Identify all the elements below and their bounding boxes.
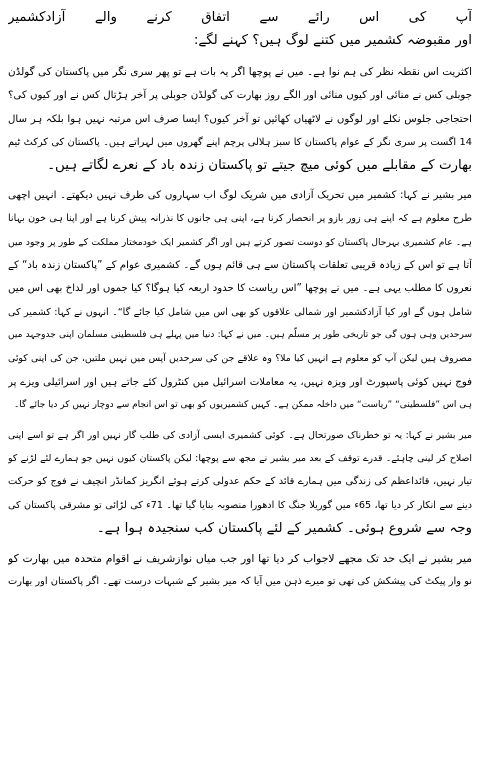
- text-line: نعروں کا مطلب یہی ہے۔ میں نے پوچھا ”اس ریاست کا حدود اربعہ کیا ہوگا؟ کیا جموں اور لداخ بھی اس میں: [8, 283, 472, 295]
- text-line: ہی اس ”فلسطینی“ ”ریاست“ میں داخلہ ممکن ہے۔ کہیں کشمیریوں کو بھی تو اس انجام سے دوچار نہیں کر دیا جائے گا۔: [14, 400, 472, 411]
- text-line: جوبلی کس نے منائی اور کیوں منائی اور الگے روز بھارت کی گولڈن جوبلی پر آخر ہڑتال کس نے اور کیوں کی؟: [8, 90, 472, 102]
- text-line: طرح معلوم ہے کہ اپنے ہی زور بازو پر انحصار کرنا ہے، اپنی ہی جانوں کا نذرانہ پیش کرنا ہے اور اپنا ہی خون بہانا: [8, 213, 472, 225]
- text-line: میر بشیر نے کہا: یہ تو خطرناک صورتحال ہے۔ کوئی کشمیری ایسی آزادی کی طلب گار نہیں اور اگر ہے تو اسے اپنی: [8, 429, 472, 441]
- text-line: مصروف ہیں لیکن آپ کو معلوم ہے انہیں کیا ملا؟ وہ علاقے جن کی سرحدیں آپس میں نہیں ملتیں، جن کی اپنی کوئی: [8, 353, 472, 365]
- text-line: بھارت کے مقابلے میں کوئی میچ جیتے تو پاکستان زندہ باد کے نعرے لگاتے ہیں۔: [47, 158, 472, 174]
- text-line: میر بشیر نے ایک حد تک مجھے لاجواب کر دیا تھا اور جب میاں نوازشریف نے اقوام متحدہ میں بھارت کو: [8, 551, 472, 565]
- text-line: نو وار پیکٹ کی پیشکش کی تھی تو میرے ذہن میں آیا کہ میر بشیر کے شبہات درست تھے۔ اگر پاکستان اور بھارت: [8, 575, 472, 587]
- text-line: سرحدیں وہی ہوں گی جو تاریخی طور پر مسلّم ہیں۔ میں نے کہا: دنیا میں پہلے ہی فلسطینی مسلمان اپنی جدوجہد میں: [8, 330, 472, 341]
- text-line: اصلاح کر لینی چاہئے۔ قدرے توقف کے بعد میر بشیر نے مجھ سے پوچھا: لیکن پاکستان کیوں نہیں جو ہمارے لئے لڑنے کو: [8, 453, 472, 465]
- paragraph-dangerous-situation: [8, 424, 472, 541]
- text-line: ہے۔ عام کشمیری بہرحال پاکستان کو دوست تصور کرتے ہیں اور اگر کشمیر ایک خودمختار مملکت کے طور پر وجود میں: [8, 236, 472, 248]
- text-line: احتجاجی جلوس نکلے اور لوگوں نے لاٹھیاں کھائیں تو آخر کیوں؟ ایسا صرف اس مرتبہ نہیں ہوا بلکہ ہر سال: [8, 113, 472, 125]
- text-line: شامل ہوں گے اور کیا آزادکشمیر اور شمالی علاقوں کو بھی اس میں شامل کیا جائے گا“۔ انہوں نے کہا: کشمیر کی: [8, 306, 472, 318]
- text-line: آپ کی اس رائے سے اتفاق کرنے والے آزادکشمیر: [8, 10, 472, 25]
- text-line: اور مقبوضہ کشمیر میں کتنے لوگ ہیں؟ کہنے لگے:: [193, 33, 472, 49]
- paragraph-mir-bashir-freedom: [8, 184, 472, 418]
- text-line: فوج نہیں کوئی پاسپورٹ اور ویزہ نہیں، یہ معاملات اسرائیل میں کنٹرول کئے جاتے ہیں اور اسرائیلی ویزے پر: [8, 376, 472, 388]
- text-line: آتا ہے تو اس کے زیادہ قریبی تعلقات پاکستان سے ہی قائم ہوں گے۔ کشمیری عوام کے ”پاکستان زندہ باد“ کے: [8, 259, 472, 271]
- paragraph-no-war-pact: [8, 547, 472, 594]
- paragraph-intro-question: [8, 6, 472, 53]
- text-line: میر بشیر نے کہا: کشمیر میں تحریک آزادی میں شریک لوگ اب سہاروں کی طرف نہیں دیکھتے۔ انہیں اچھی: [8, 189, 472, 201]
- paragraph-majority: [8, 61, 472, 178]
- text-line: دینے سے انکار کر دیا تھا، 65ء میں گوریلا جنگ کا ادھورا منصوبہ بنایا گیا تھا۔ 71ء کی لڑائی تو مشرقی پاکستان کی: [8, 499, 472, 511]
- text-line: اکثریت اس نقطہ نظر کی ہم نوا ہے۔ میں نے پوچھا اگر یہ بات ہے تو پھر سری نگر میں پاکستان کی گولڈن: [8, 65, 472, 78]
- text-line: وجہ سے شروع ہوئی۔ کشمیر کے لئے پاکستان کب سنجیدہ ہوا ہے۔: [96, 521, 472, 537]
- text-line: 14 اگست پر سری نگر کے عوام پاکستان کا سبز ہلالی پرچم اپنے گھروں میں لہراتے ہیں۔ پاکستان کی کرکٹ ٹیم: [8, 136, 472, 148]
- text-line: تیار نہیں، قائداعظم کی زندگی میں ہمارے قائد کے حکم عدولی کرتے ہوئے انگریز کمانڈر انچیف نے فوج کو حرکت: [8, 476, 472, 488]
